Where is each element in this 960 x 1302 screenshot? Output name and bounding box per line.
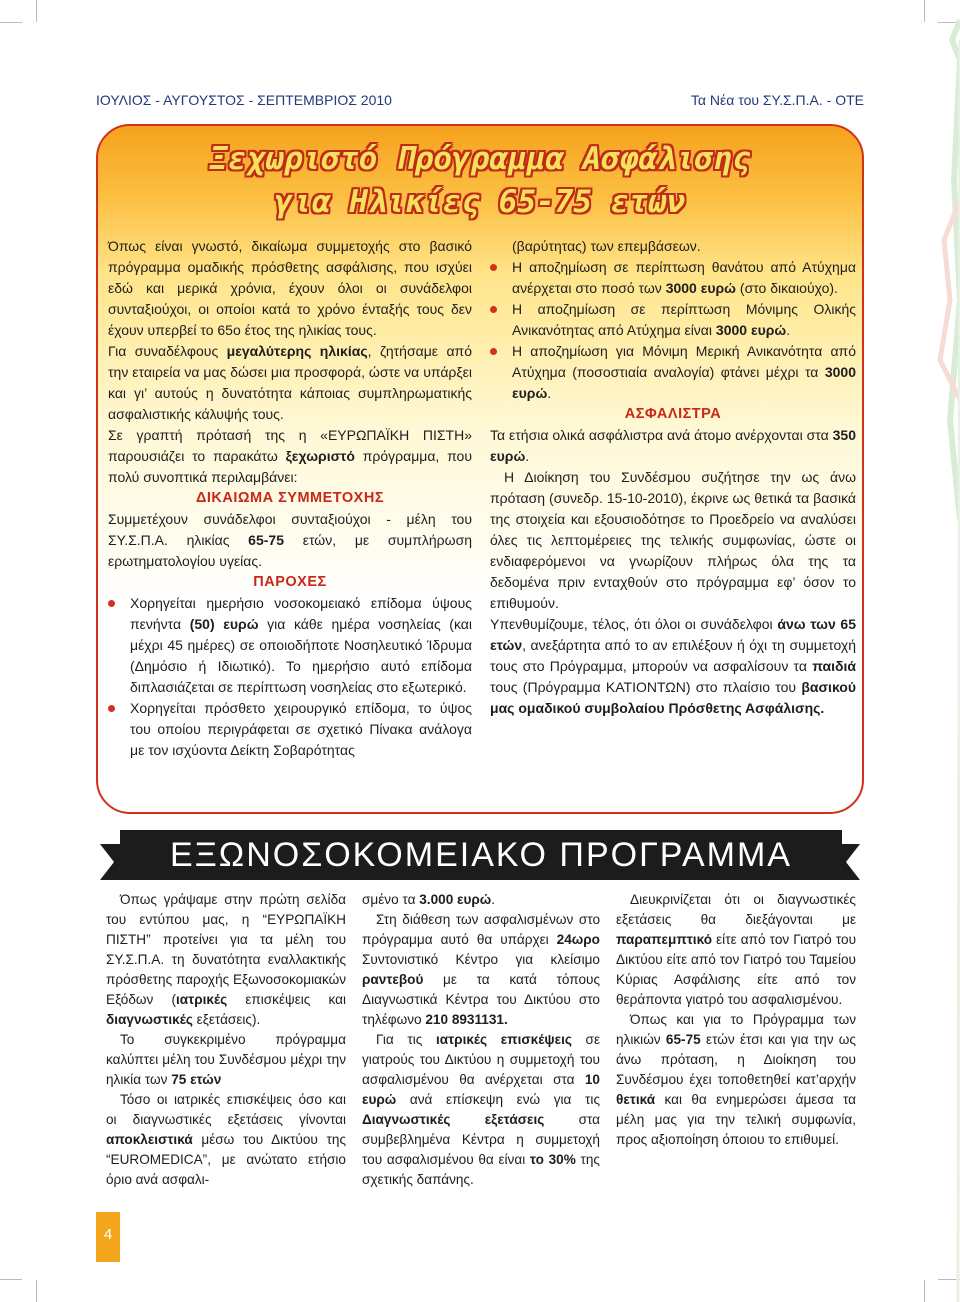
- section-heading: ΑΣΦΑΛΙΣΤΡΑ: [624, 406, 722, 422]
- paragraph: Όπως γράψαμε στην πρώτη σελίδα του εντύπου μας, η “ΕΥΡΩΠΑΪΚΗ ΠΙΣΤΗ” προτείνει για τα μέλη του ΣΥ.Σ.Π.Α. τη δυνατότητα εναλλακτικής πρόσθετης παροχής Εξωνοσοκομιακών Εξόδων (ιατρικές επισκέψεις και διαγνωστικές εξετάσεις).: [106, 892, 346, 1027]
- page-number-tab: [96, 1212, 120, 1262]
- benefits-list-continued: [490, 257, 856, 404]
- paragraph: Υπενθυμίζουμε, τέλος, ότι όλοι οι συνάδελφοι άνω των 65 ετών, ανεξάρτητα από το αν επιλέξουν ή όχι τη συμμετοχή τους στο Πρόγραμμα, μπορούν να ασφαλίσουν τα παιδιά τους (Πρόγραμμα ΚΑΤΙΟΝΤΩΝ) στο πλαίσιο του βασικού μας ομαδικού συμβολαίου Πρόσθετης Ασφάλισης.: [490, 616, 857, 716]
- article-column-right: [490, 236, 856, 719]
- bullet-icon: [490, 306, 497, 313]
- paragraph: Τα ετήσια ολικά ασφάλιστρα ανά άτομο ανέρχονται στα 350 ευρώ.: [490, 427, 856, 464]
- paragraph: Τόσο οι ιατρικές επισκέψεις όσο και οι διαγνωστικές εξετάσεις γίνονται αποκλειστικά μέσω του Δικτύου της “EUROMEDICA”, με ανώτατο ετήσιο όριο ανά ασφαλι-: [106, 1092, 346, 1187]
- paragraph: Συμμετέχουν συνάδελφοι συνταξιούχοι - μέλη του ΣΥ.Σ.Π.Α. ηλικίας 65-75 ετών, με συμπλήρωση ερωτηματολογίου υγείας.: [108, 511, 472, 569]
- paragraph: Στη διάθεση των ασφαλισμένων στο πρόγραμμα αυτό θα υπάρχει 24ωρο Συντονιστικό Κέντρο για κλείσιμο ραντεβού με τα κατά τόπους Διαγνωστικά Κέντρα του Δικτύου στο τηλέφωνο 210 8931131.: [362, 912, 600, 1027]
- paragraph: (βαρύτητας) των επεμβάσεων.: [512, 238, 701, 254]
- paragraph: Το συγκεκριμένο πρόγραμμα καλύπτει μέλη του Συνδέσμου μέχρι την ηλικία των 75 ετών: [106, 1032, 346, 1087]
- section2-column-2: [362, 890, 600, 1190]
- paragraph: Για συναδέλφους μεγαλύτερης ηλικίας, ζητήσαμε από την εταιρεία να μας δώσει μια προσφορά, ώστε να υπάρξει και γι’ αυτούς η δυνατότητα κάποιας συμπληρωματικής ασφαλιστικής κάλυψής τους.: [108, 343, 472, 422]
- bullet-icon: [490, 348, 497, 355]
- paragraph: Σε γραπτή πρότασή της η «ΕΥΡΩΠΑΪΚΗ ΠΙΣΤΗ» παρουσιάζει το παρακάτω ξεχωριστό πρόγραμμα, που πολύ συνοπτικά περιλαμβάνει:: [108, 427, 472, 485]
- paragraph: Όπως είναι γνωστό, δικαίωμα συμμετοχής στο βασικό πρόγραμμα ομαδικής πρόσθετης ασφάλισης, που ισχύει εδώ και μερικά χρόνια, έχουν όλοι οι συνάδελφοι συνταξιούχοι, οι οποίοι κατά το χρόνο ένταξής τους δεν έχουν υπερβεί το 65ο έτος της ηλικίας τους.: [108, 238, 472, 338]
- bullet-icon: [108, 600, 115, 607]
- page-header: [96, 92, 864, 112]
- banner-title: ΕΞΩΝΟΣΟΚΟΜΕΙΑΚΟ ΠΡΟΓΡΑΜΜΑ: [170, 836, 792, 874]
- section-heading: ΠΑΡΟΧΕΣ: [253, 574, 327, 590]
- bullet-icon: [490, 264, 497, 271]
- section2-column-1: [106, 890, 346, 1190]
- side-decoration: [930, 0, 960, 1302]
- section-heading: ΔΙΚΑΙΩΜΑ ΣΥΜΜΕΤΟΧΗΣ: [195, 490, 385, 506]
- article-title-line1: Ξεχωριστό Πρόγραμμα Ασφάλισης: [209, 141, 751, 177]
- section-banner: [100, 830, 860, 880]
- list-item: Η αποζημίωση για Μόνιμη Μερική Ανικανότητα από Ατύχημα (ποσοστιαία αναλογία) φτάνει μέχρι τα 3000 ευρώ.: [512, 341, 856, 404]
- paragraph: Για τις ιατρικές επισκέψεις σε γιατρούς του Δικτύου η συμμετοχή του ασφαλισμένου θα ανέρχεται στα 10 ευρώ ανά επίσκεψη ενώ για τις Διαγνωστικές εξετάσεις στα συμβεβλημένα Κέντρα η συμμετοχή του ασφαλισμένου θα είναι το 30% της σχετικής δαπάνης.: [362, 1032, 601, 1187]
- paragraph: Διευκρινίζεται ότι οι διαγνωστικές εξετάσεις θα διεξάγονται με παραπεμπτικό είτε από τον Γιατρό του Δικτύου είτε από τον Γιατρό του Ταμείου Κύριας Ασφάλισης είτε από τον θεράποντα γιατρό του ασφαλισμένου.: [616, 892, 856, 1007]
- paragraph: Όπως και για το Πρόγραμμα των ηλικιών 65-75 ετών έτσι και για την ως άνω πρόταση, η Διοίκηση του Συνδέσμου έχει τοποθετηθεί κατ’αρχήν θετικά και θα ενημερώσει άμεσα τα μέλη μας για την τελική συμφωνία, προς αξιοποίηση όποιου το επιθυμεί.: [616, 1012, 856, 1147]
- benefits-list: [108, 593, 472, 761]
- list-item: Χορηγείται ημερήσιο νοσοκομειακό επίδομα ύψους πενήντα (50) ευρώ για κάθε ημέρα νοσηλείας (και μέχρι 45 ημέρες) σε οποιοδήποτε Νοσηλευτικό Ίδρυμα (Δημόσιο ή Ιδιωτικό). Το ημερήσιο αυτό επίδομα διπλασιάζεται σε περίπτωση νοσηλείας στο εξωτερικό.: [130, 593, 472, 698]
- bullet-icon: [108, 705, 115, 712]
- issue-date: ΙΟΥΛΙΟΣ - ΑΥΓΟΥΣΤΟΣ - ΣΕΠΤΕΜΒΡΙΟΣ 2010: [96, 92, 392, 108]
- section2-column-3: [616, 890, 856, 1150]
- list-item: Χορηγείται πρόσθετο χειρουργικό επίδομα, το ύψος του οποίου περιγράφεται σε σχετικό Πίνακα ανάλογα με τον ισχύοντα Δείκτη Σοβαρότητας: [130, 698, 472, 761]
- paragraph: Η Διοίκηση του Συνδέσμου συζήτησε την ως άνω πρόταση (συνεδρ. 15-10-2010), έκρινε ως θετικά τα βασικά της στοιχεία και εξουσιοδότησε το Προεδρείο να αναλύσει όλες τις λεπτομέρειες της τελικής συμφωνίας, ώστε οι ενδιαφερόμενοι να γνωρίζουν πλήρως όλα της τα δεδομένα πριν ενταχθούν στο πρόγραμμα εφ’ όσον το επιθυμούν.: [490, 469, 856, 611]
- article-column-left: [108, 236, 472, 761]
- list-item: Η αποζημίωση σε περίπτωση θανάτου από Ατύχημα ανέρχεται στο ποσό των 3000 ευρώ (στο δικαιούχο).: [512, 257, 856, 299]
- article-title-line2: για Ηλικίες 65-75 ετών: [274, 184, 686, 220]
- page-number: 4: [103, 1226, 113, 1243]
- list-item: Η αποζημίωση σε περίπτωση Μόνιμης Ολικής Ανικανότητας από Ατύχημα είναι 3000 ευρώ.: [512, 299, 856, 341]
- newsletter-name: Τα Νέα του ΣΥ.Σ.Π.Α. - ΟΤΕ: [690, 92, 864, 108]
- paragraph: σμένο τα 3.000 ευρώ.: [362, 892, 496, 907]
